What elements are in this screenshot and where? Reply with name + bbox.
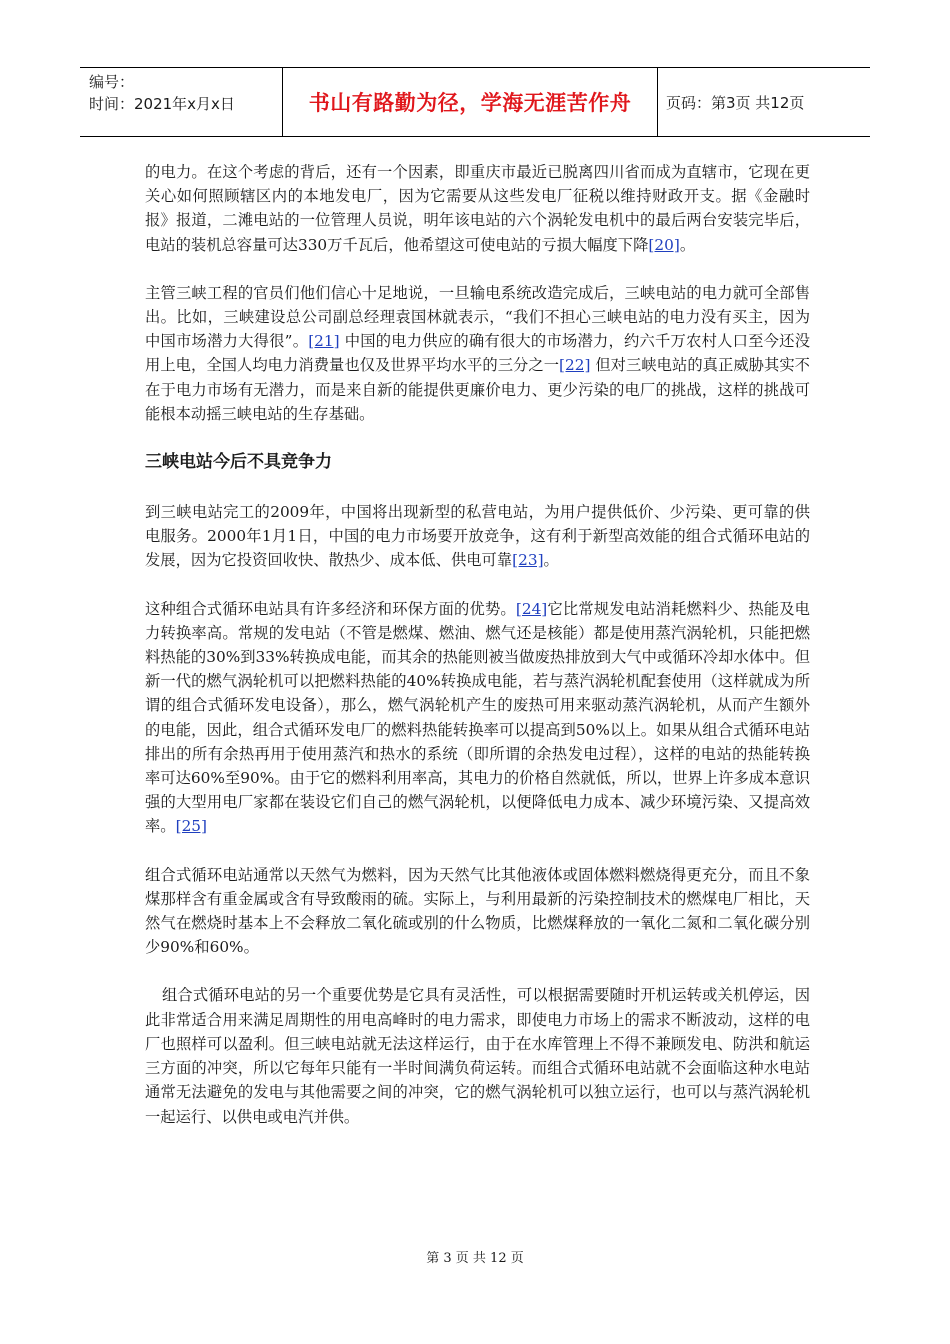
paragraph-text: 但对三峡电站的真正威胁其实不在于电力市场有无潜力，而是来自新的能提供更廉价电力、更少污染的电厂的挑战，这样的挑战可能根本动摇三峡电站的生存基础。: [145, 356, 810, 423]
paragraph-text: 到三峡电站完工的2009年，中国将出现新型的私营电站，为用户提供低价、少污染、更可靠的供电服务。2000年1月1日，中国的电力市场要开放竞争，这有利于新型高效能的组合式循环电站的发展，因为它投资回收快、散热少、成本低、供电可靠: [145, 503, 810, 570]
page-header: [80, 67, 870, 137]
paragraph-text: 。: [679, 235, 696, 254]
paragraph: [145, 597, 810, 839]
footnote-reference-link[interactable]: [25]: [175, 817, 208, 836]
paragraph: [145, 500, 810, 573]
footnote-reference-link[interactable]: [21]: [308, 332, 340, 351]
section-title: 三峡电站今后不具竞争力: [145, 452, 332, 473]
paragraph: [145, 160, 810, 257]
document-number-label: 编号：: [89, 73, 135, 91]
paragraph-text: 这种组合式循环电站具有许多经济和环保方面的优势。: [145, 599, 516, 618]
paragraph-text: 中国的电力供应的确有很大的市场潜力，约六千万农村人口至今还没用上电，全国人均电力消费量也仅及世界平均水平的三分之一: [145, 332, 810, 375]
footnote-reference-link[interactable]: [24]: [515, 599, 548, 618]
document-time-label: 时间：2021年x月x日: [89, 95, 235, 113]
paragraph-group-section: [145, 500, 810, 1129]
header-motto: 书山有路勤为径，学海无涯苦作舟: [283, 68, 658, 136]
paragraph: [145, 281, 810, 426]
header-meta: [80, 68, 283, 136]
paragraph-text: 。: [543, 551, 559, 570]
paragraph-text: 的电力。在这个考虑的背后，还有一个因素，即重庆市最近已脱离四川省而成为直辖市，它现在更关心如何照顾辖区内的本地发电厂，因为它需要从这些发电厂征税以维持财政开支。据《金融时报》报道，二滩电站的一位管理人员说，明年该电站的六个涡轮发电机中的最后两台安装完毕后，电站的装机总容量可达330万千瓦后，他希望这可使电站的亏损大幅度下降: [145, 163, 810, 254]
document-body: [145, 160, 810, 1153]
page-footer: 第 3 页 共 12 页: [426, 1251, 524, 1266]
footnote-reference-link[interactable]: [20]: [648, 235, 680, 254]
paragraph-text: 组合式循环电站的另一个重要优势是它具有灵活性，可以根据需要随时开机运转或关机停运，因此非常适合用来满足周期性的用电高峰时的电力需求，即使电力市场上的需求不断波动，这样的电厂也照样可以盈利。但三峡电站就无法这样运行，由于在水库管理上不得不兼顾发电、防洪和航运三方面的冲突，所以它每年只能有一半时间满负荷运转。而组合式循环电站就不会面临这种水电站通常无法避免的发电与其他需要之间的冲突，它的燃气涡轮机可以独立运行，也可以与蒸汽涡轮机一起运行、以供电或电汽并供。: [145, 986, 810, 1126]
paragraph-text: 组合式循环电站通常以天然气为燃料，因为天然气比其他液体或固体燃料燃烧得更充分，而且不象煤那样含有重金属或含有导致酸雨的硫。实际上，与利用最新的污染控制技术的燃煤电厂相比，天然气在燃烧时基本上不会释放二氧化硫或别的什么物质，比燃煤释放的一氧化二氮和二氧化碳分别少90%和60%。: [145, 865, 810, 957]
paragraph-text: 它比常规发电站消耗燃料少、热能及电力转换率高。常规的发电站（不管是燃煤、燃油、燃气还是核能）都是使用蒸汽涡轮机，只能把燃料热能的30%到33%转换成电能，而其余的热能则被当做废热排放到大气中或循环冷却水体中。但新一代的燃气涡轮机可以把燃料热能的40%转换成电能，若与蒸汽涡轮机配套使用（这样就成为所谓的组合式循环发电设备），那么，燃气涡轮机产生的废热可用来驱动蒸汽涡轮机，从而产生额外的电能，因此，组合式循环发电厂的燃料热能转换率可以提高到50%以上。如果从组合式循环电站排出的所有余热再用于使用蒸汽和热水的系统（即所谓的余热发电过程），这样的电站的热能转换率可达60%至90%。由于它的燃料利用率高，其电力的价格自然就低，所以，世界上许多成本意识强的大型用电厂家都在装设它们自己的燃气涡轮机，以便降低电力成本、减少环境污染、又提高效率。: [145, 599, 810, 836]
header-page-info: 页码：第3页 共12页: [666, 93, 805, 112]
paragraph-group-intro: [145, 160, 810, 426]
footnote-reference-link[interactable]: [23]: [512, 551, 544, 570]
paragraph-text: 主管三峡工程的官员们他们信心十足地说，一旦输电系统改造完成后，三峡电站的电力就可全部售出。比如，三峡建设总公司副总经理袁国林就表示，“我们不担心三峡电站的电力没有买主，因为中国市场潜力大得很”。: [145, 283, 810, 351]
footnote-reference-link[interactable]: [22]: [559, 356, 591, 375]
paragraph: [145, 983, 810, 1128]
paragraph: [145, 863, 810, 960]
